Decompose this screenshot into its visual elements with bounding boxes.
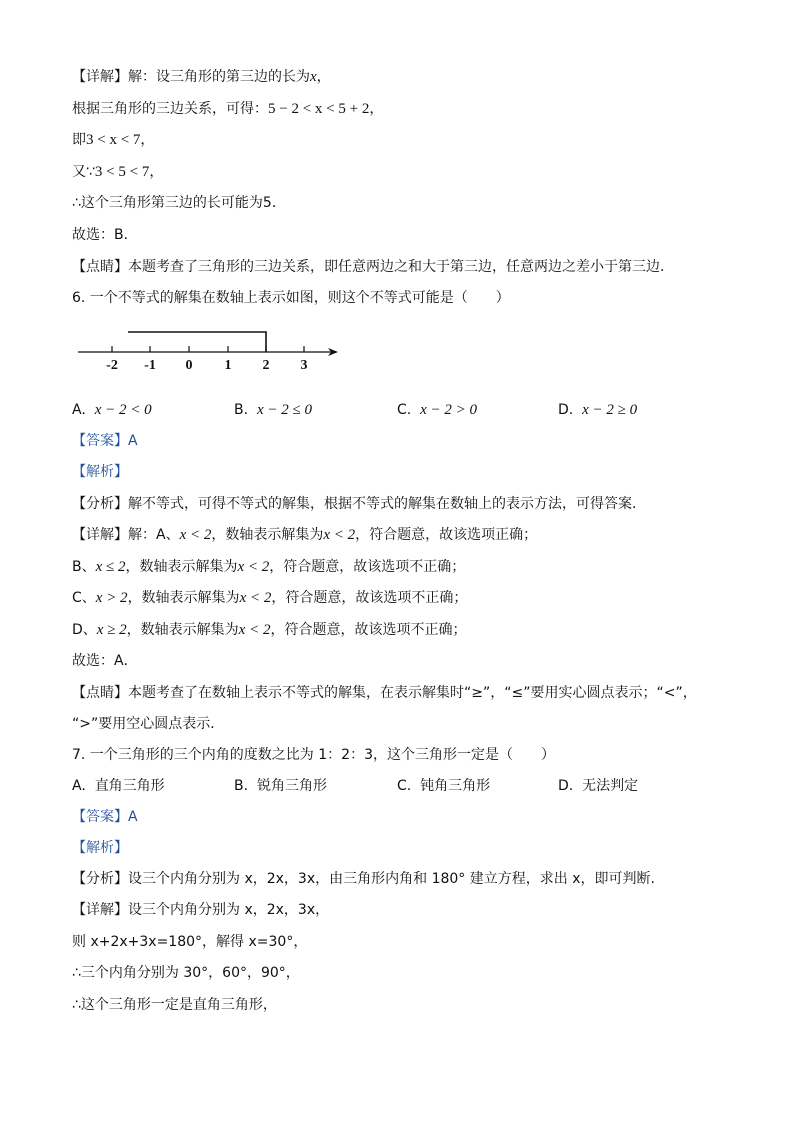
option-c xyxy=(397,401,477,419)
section-tag: 【详解】 xyxy=(72,902,128,918)
q6-fenxi xyxy=(72,495,646,513)
answer-value: A xyxy=(128,433,138,449)
text: ，符合题意，故该选项不正确； xyxy=(270,622,467,638)
q6-detail-2 xyxy=(72,558,465,576)
answer-tag: 【答案】 xyxy=(72,433,128,449)
section-tag: 【详解】 xyxy=(72,527,128,543)
text: ，数轴表示解集为 xyxy=(126,622,239,638)
text: ，符合题意，故该选项不正确； xyxy=(271,590,468,606)
text: ，符合题意，故该选项正确； xyxy=(355,527,538,543)
section-tag: 【分析】 xyxy=(72,871,128,887)
section-tag: 【详解】 xyxy=(72,69,128,85)
q5-line-1 xyxy=(72,68,331,86)
q7-analysis-tag: 【解析】 xyxy=(72,840,128,856)
q5-line-4 xyxy=(72,163,163,181)
tick-label: 1 xyxy=(224,358,232,373)
text: 设三个内角分别为 x，2x，3x， xyxy=(128,902,330,918)
tick-label: -1 xyxy=(144,358,156,373)
math: x < 2 xyxy=(238,622,271,638)
q7-answer xyxy=(72,808,138,826)
option-a xyxy=(72,401,152,419)
q7-fenxi xyxy=(72,870,655,888)
q6-detail-1 xyxy=(72,526,537,544)
q6-answer xyxy=(72,432,138,450)
section-tag: 【点睛】 xyxy=(72,685,128,701)
text: 解不等式，可得不等式的解集，根据不等式的解集在数轴上的表示方法，可得答案． xyxy=(128,496,646,512)
answer-value: A xyxy=(128,809,138,825)
option-text: 无法判定 xyxy=(582,778,639,794)
text: 设三个内角分别为 x，2x，3x，由三角形内角和 180° 建立方程，求出 x，即可判断. xyxy=(128,871,655,887)
solution-bracket xyxy=(128,332,266,352)
tick-label: 0 xyxy=(185,358,193,373)
text: 本题考查了三角形的三边关系，即任意两边之和大于第三边，任意两边之差小于第三边． xyxy=(128,259,674,275)
math: x > 2 xyxy=(95,590,128,606)
math: x < 2 xyxy=(179,527,212,543)
q7-stem: 7. 一个三角形的三个内角的度数之比为 1：2：3，这个三角形一定是（ ） xyxy=(72,747,555,763)
text: ， xyxy=(316,69,331,85)
q5-line-3 xyxy=(72,131,154,149)
q7-line-4: ∴这个三角形一定是直角三角形， xyxy=(72,997,277,1013)
option-label: A. xyxy=(72,778,86,794)
math: 5 − 2 < x < 5 + 2 xyxy=(268,101,370,117)
q5-line-5: ∴这个三角形第三边的长可能为5． xyxy=(72,195,286,211)
q5-line-7 xyxy=(72,258,674,276)
option-expr: x − 2 > 0 xyxy=(420,402,478,418)
math: 3 < 5 < 7 xyxy=(94,164,150,180)
option-label: B. xyxy=(234,778,249,794)
text: ，数轴表示解集为 xyxy=(127,590,240,606)
text: 解：A、 xyxy=(128,527,180,543)
tick-label: -2 xyxy=(106,358,118,373)
text: B、 xyxy=(72,559,96,575)
option-a xyxy=(72,777,165,795)
q7-line-2: 则 x+2x+3x=180°，解得 x=30°， xyxy=(72,934,308,950)
section-tag: 【分析】 xyxy=(72,496,128,512)
text: ，数轴表示解集为 xyxy=(211,527,324,543)
tick-label: 2 xyxy=(262,358,270,373)
section-tag: 【点睛】 xyxy=(72,259,128,275)
q6-detail-3 xyxy=(72,589,467,607)
q7-xiangjie xyxy=(72,901,329,919)
tick-label: 3 xyxy=(300,358,308,373)
text: D、 xyxy=(72,622,97,638)
option-expr: x − 2 ≥ 0 xyxy=(582,402,638,418)
option-label: C. xyxy=(397,402,412,418)
q5-line-6: 故选：B． xyxy=(72,227,138,243)
q6-choose: 故选：A． xyxy=(72,653,138,669)
option-d xyxy=(558,401,637,419)
text: ， xyxy=(369,101,384,117)
text: ， xyxy=(149,164,164,180)
q6-stem: 6. 一个不等式的解集在数轴上表示如图，则这个不等式可能是（ ） xyxy=(72,290,510,306)
q7-line-3: ∴三个内角分别为 30°，60°，90°， xyxy=(72,965,300,981)
math: x xyxy=(310,69,317,85)
option-label: D. xyxy=(558,778,574,794)
text: ， xyxy=(140,132,155,148)
option-label: C. xyxy=(397,778,412,794)
text: 即 xyxy=(72,132,86,148)
math: x ≥ 2 xyxy=(96,622,127,638)
option-expr: x − 2 < 0 xyxy=(94,402,152,418)
option-expr: x − 2 ≤ 0 xyxy=(256,402,312,418)
text: 根据三角形的三边关系，可得： xyxy=(72,101,268,117)
math: x < 2 xyxy=(239,590,272,606)
option-text: 直角三角形 xyxy=(94,778,165,794)
text: 解：设三角形的第三边的长为 xyxy=(128,69,310,85)
text: C、 xyxy=(72,590,96,606)
option-label: D. xyxy=(558,402,574,418)
text: ，数轴表示解集为 xyxy=(125,559,238,575)
math: 3 < x < 7 xyxy=(86,132,141,148)
option-label: B. xyxy=(234,402,249,418)
option-b xyxy=(234,777,327,795)
math: x < 2 xyxy=(323,527,356,543)
text: ，符合题意，故该选项不正确； xyxy=(269,559,466,575)
q6-detail-4 xyxy=(72,621,466,639)
option-text: 钝角三角形 xyxy=(420,778,491,794)
q6-dianjing xyxy=(72,684,697,702)
text: 本题考查了在数轴上表示不等式的解集，在表示解集时“≥”，“≤”要用实心圆点表示；“<”， xyxy=(128,685,697,701)
math: x < 2 xyxy=(237,559,270,575)
math: x ≤ 2 xyxy=(95,559,126,575)
q6-dianjing-cont: “>”要用空心圆点表示． xyxy=(72,716,225,732)
option-label: A. xyxy=(72,402,86,418)
q5-line-2 xyxy=(72,100,383,118)
option-c xyxy=(397,777,490,795)
number-line-figure xyxy=(72,322,352,376)
q6-analysis-tag: 【解析】 xyxy=(72,464,128,480)
option-text: 锐角三角形 xyxy=(256,778,327,794)
text: 又∵ xyxy=(72,164,95,180)
answer-tag: 【答案】 xyxy=(72,809,128,825)
option-b xyxy=(234,401,312,419)
option-d xyxy=(558,777,638,795)
